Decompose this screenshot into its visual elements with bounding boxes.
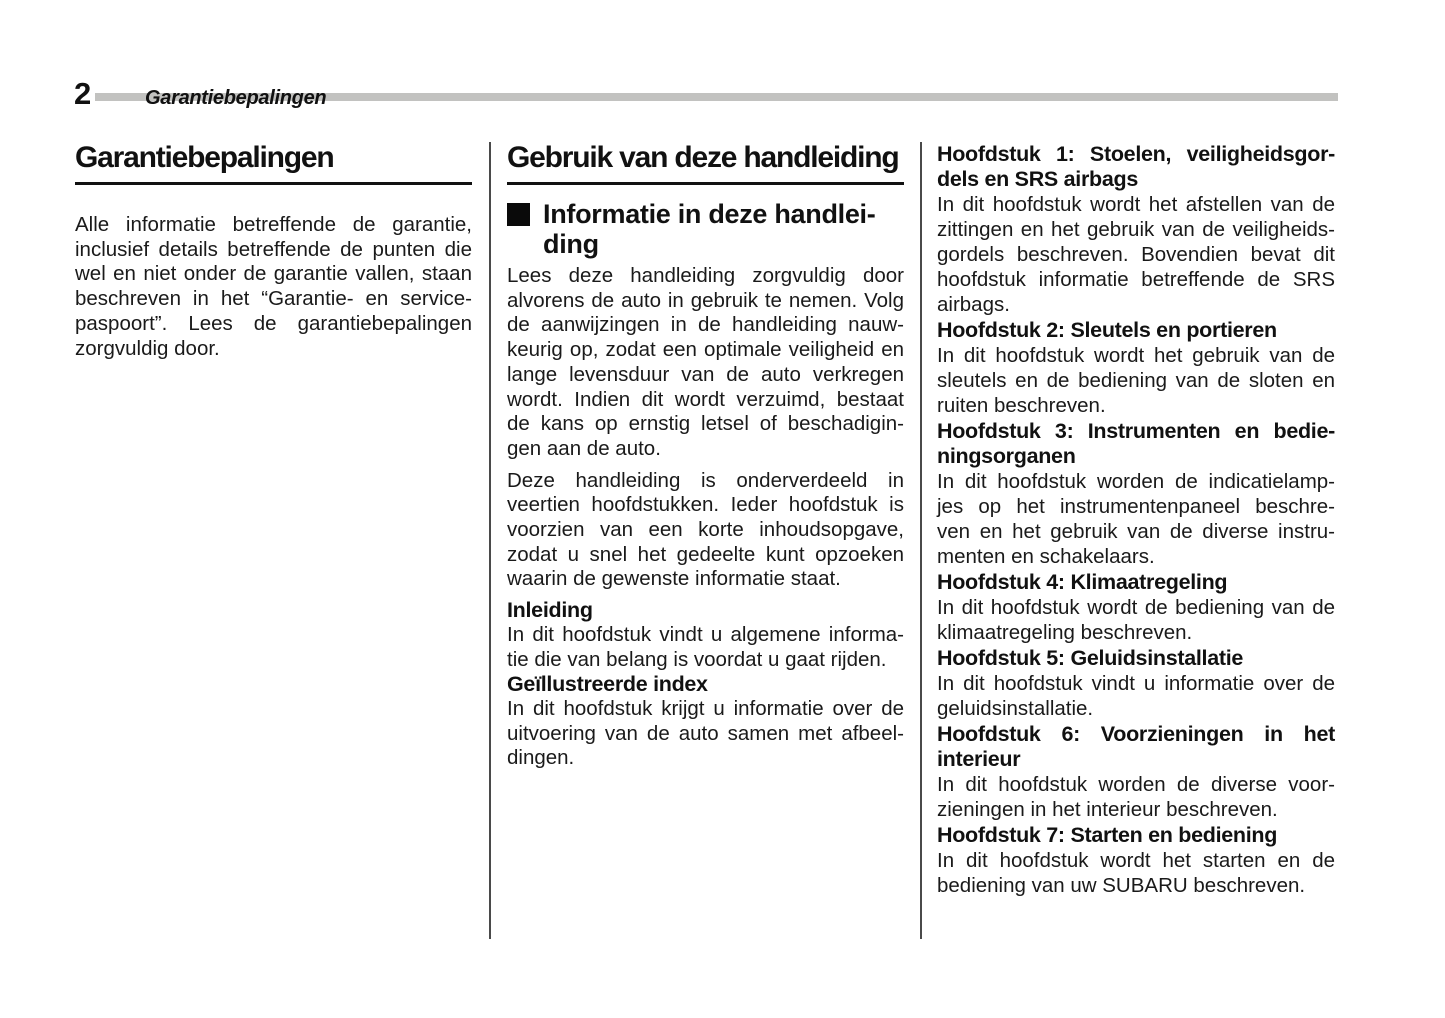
text-line: Hoofdstuk 4: Klimaatregeling: [937, 570, 1228, 594]
chapter-body: [937, 772, 1335, 822]
text-line: Hoofdstuk 5: Geluidsinstallatie: [937, 646, 1244, 670]
chapter-entry: [937, 419, 1335, 569]
chapter-body: [937, 595, 1335, 645]
chapter-title: [937, 646, 1335, 671]
text-line: ding: [543, 229, 599, 259]
section-body: [507, 697, 904, 771]
text-line: waarin de gewenste informatie staat.: [507, 567, 841, 591]
text-line: dels en SRS airbags: [937, 167, 1139, 191]
text-line: interieur: [937, 747, 1021, 771]
section-body: [507, 623, 904, 672]
text-line: Hoofdstuk 2: Sleutels en portieren: [937, 318, 1277, 342]
text-line: ruiten beschreven.: [937, 394, 1106, 417]
chapter-entry: [937, 142, 1335, 317]
usage-column: [507, 143, 904, 771]
chapter-body: [937, 848, 1335, 898]
text-line: dingen.: [507, 746, 575, 770]
text-line: In dit hoofdstuk wordt het gebruik van de: [937, 344, 1335, 367]
text-line: In dit hoofdstuk wordt het starten en de: [937, 849, 1335, 872]
text-line: In dit hoofdstuk vindt u informatie over de: [937, 672, 1335, 695]
usage-section: [507, 598, 904, 672]
text-line: sleutels en de bediening van de sloten en: [937, 369, 1335, 392]
text-line: airbags.: [937, 293, 1010, 316]
text-line: gen aan de auto.: [507, 436, 661, 460]
text-line: tie die van belang is voordat u gaat rijden.: [507, 647, 887, 671]
usage-section: [507, 672, 904, 771]
column-divider: [489, 142, 491, 939]
text-line: uitvoering van de auto samen met afbeel-: [507, 721, 904, 745]
text-line: ven en het gebruik van de diverse instru-: [937, 520, 1335, 543]
text-line: In dit hoofdstuk wordt de bediening van de: [937, 596, 1335, 619]
text-line: Hoofdstuk 7: Starten en bediening: [937, 823, 1278, 847]
usage-heading: Gebruik van deze handleiding: [507, 143, 904, 185]
text-line: zieningen in het interieur beschreven.: [937, 798, 1278, 821]
text-line: paspoort”. Lees de garantiebepalingen: [75, 311, 472, 335]
text-line: de kans op ernstig letsel of beschadigin-: [507, 412, 904, 436]
chapter-title: [937, 318, 1335, 343]
chapter-entry: [937, 318, 1335, 418]
text-line: veertien hoofdstukken. Ieder hoofdstuk is: [507, 493, 904, 517]
text-line: lange levensduur van de auto verkregen: [507, 362, 904, 386]
chapter-entry: [937, 646, 1335, 721]
chapter-title: [937, 142, 1335, 192]
usage-paragraph-1: [507, 264, 904, 462]
text-line: gordels beschreven. Bovendien bevat dit: [937, 243, 1335, 266]
chapter-entry: [937, 722, 1335, 822]
text-line: Alle informatie betreffende de garantie,: [75, 213, 472, 236]
chapters-column: [937, 142, 1335, 898]
chapter-body: [937, 192, 1335, 317]
text-line: zorgvuldig door.: [75, 336, 220, 360]
page-number: 2: [74, 76, 92, 111]
text-line: Hoofdstuk 3: Instrumenten en bedie-: [937, 419, 1335, 443]
chapter-entry: [937, 823, 1335, 898]
text-line: wel en niet onder de garantie vallen, staan: [75, 262, 472, 286]
chapter-title: [937, 419, 1335, 469]
warranty-paragraph: [75, 213, 472, 361]
text-line: de aanwijzingen in de handleiding nauw-: [507, 313, 904, 337]
text-line: menten en schakelaars.: [937, 545, 1155, 568]
usage-subheading-text: [543, 199, 903, 259]
chapter-title: [937, 570, 1335, 595]
text-line: keurig op, zodat een optimale veiligheid en: [507, 338, 904, 362]
square-bullet-icon: [507, 203, 530, 226]
column-divider: [920, 142, 922, 939]
text-line: In dit hoofdstuk worden de indicatielamp-: [937, 470, 1335, 493]
text-line: In dit hoofdstuk worden de diverse voor-: [937, 773, 1335, 796]
chapter-title: [937, 823, 1335, 848]
text-line: In dit hoofdstuk vindt u algemene informa-: [507, 622, 904, 646]
chapter-entry: [937, 570, 1335, 645]
text-line: Deze handleiding is onderverdeeld in: [507, 468, 904, 492]
usage-sections: [507, 598, 904, 771]
section-title: Geïllustreerde index: [507, 672, 708, 697]
text-line: voorzien van een korte inhoudsopgave,: [507, 518, 904, 542]
text-line: inclusief details betreffende de punten die: [75, 237, 472, 261]
header-title: Garantiebepalingen: [145, 87, 327, 109]
text-line: Hoofdstuk 6: Voorzieningen in het: [937, 722, 1335, 746]
text-line: Informatie in deze handlei-: [543, 199, 876, 229]
text-line: wordt. Indien dit wordt verzuimd, bestaat: [507, 387, 904, 411]
chapter-body: [937, 469, 1335, 569]
text-line: alvorens de auto in gebruik te nemen. Volg: [507, 288, 904, 312]
chapter-title: [937, 722, 1335, 772]
text-line: hoofdstuk informatie betreffende de SRS: [937, 268, 1335, 291]
chapter-body: [937, 343, 1335, 418]
text-line: geluidsinstallatie.: [937, 697, 1094, 720]
warranty-column: [75, 143, 472, 361]
usage-paragraph-2: [507, 469, 904, 593]
section-title: Inleiding: [507, 598, 593, 623]
text-line: klimaatregeling beschreven.: [937, 621, 1193, 644]
text-line: zodat u snel het gedeelte kunt opzoeken: [507, 542, 904, 566]
text-line: Lees deze handleiding zorgvuldig door: [507, 264, 904, 287]
chapter-body: [937, 671, 1335, 721]
warranty-heading: Garantiebepalingen: [75, 143, 472, 185]
usage-subheading: [507, 199, 904, 259]
text-line: zittingen en het gebruik van de veiligheids-: [937, 218, 1335, 241]
text-line: bediening van uw SUBARU beschreven.: [937, 874, 1306, 897]
text-line: Hoofdstuk 1: Stoelen, veiligheidsgor-: [937, 142, 1335, 166]
text-line: In dit hoofdstuk krijgt u informatie over de: [507, 696, 904, 720]
text-line: ningsorganen: [937, 444, 1076, 468]
text-line: jes op het instrumentenpaneel beschre-: [937, 495, 1335, 518]
text-line: In dit hoofdstuk wordt het afstellen van de: [937, 193, 1335, 216]
text-line: beschreven in het “Garantie- en service-: [75, 287, 472, 311]
